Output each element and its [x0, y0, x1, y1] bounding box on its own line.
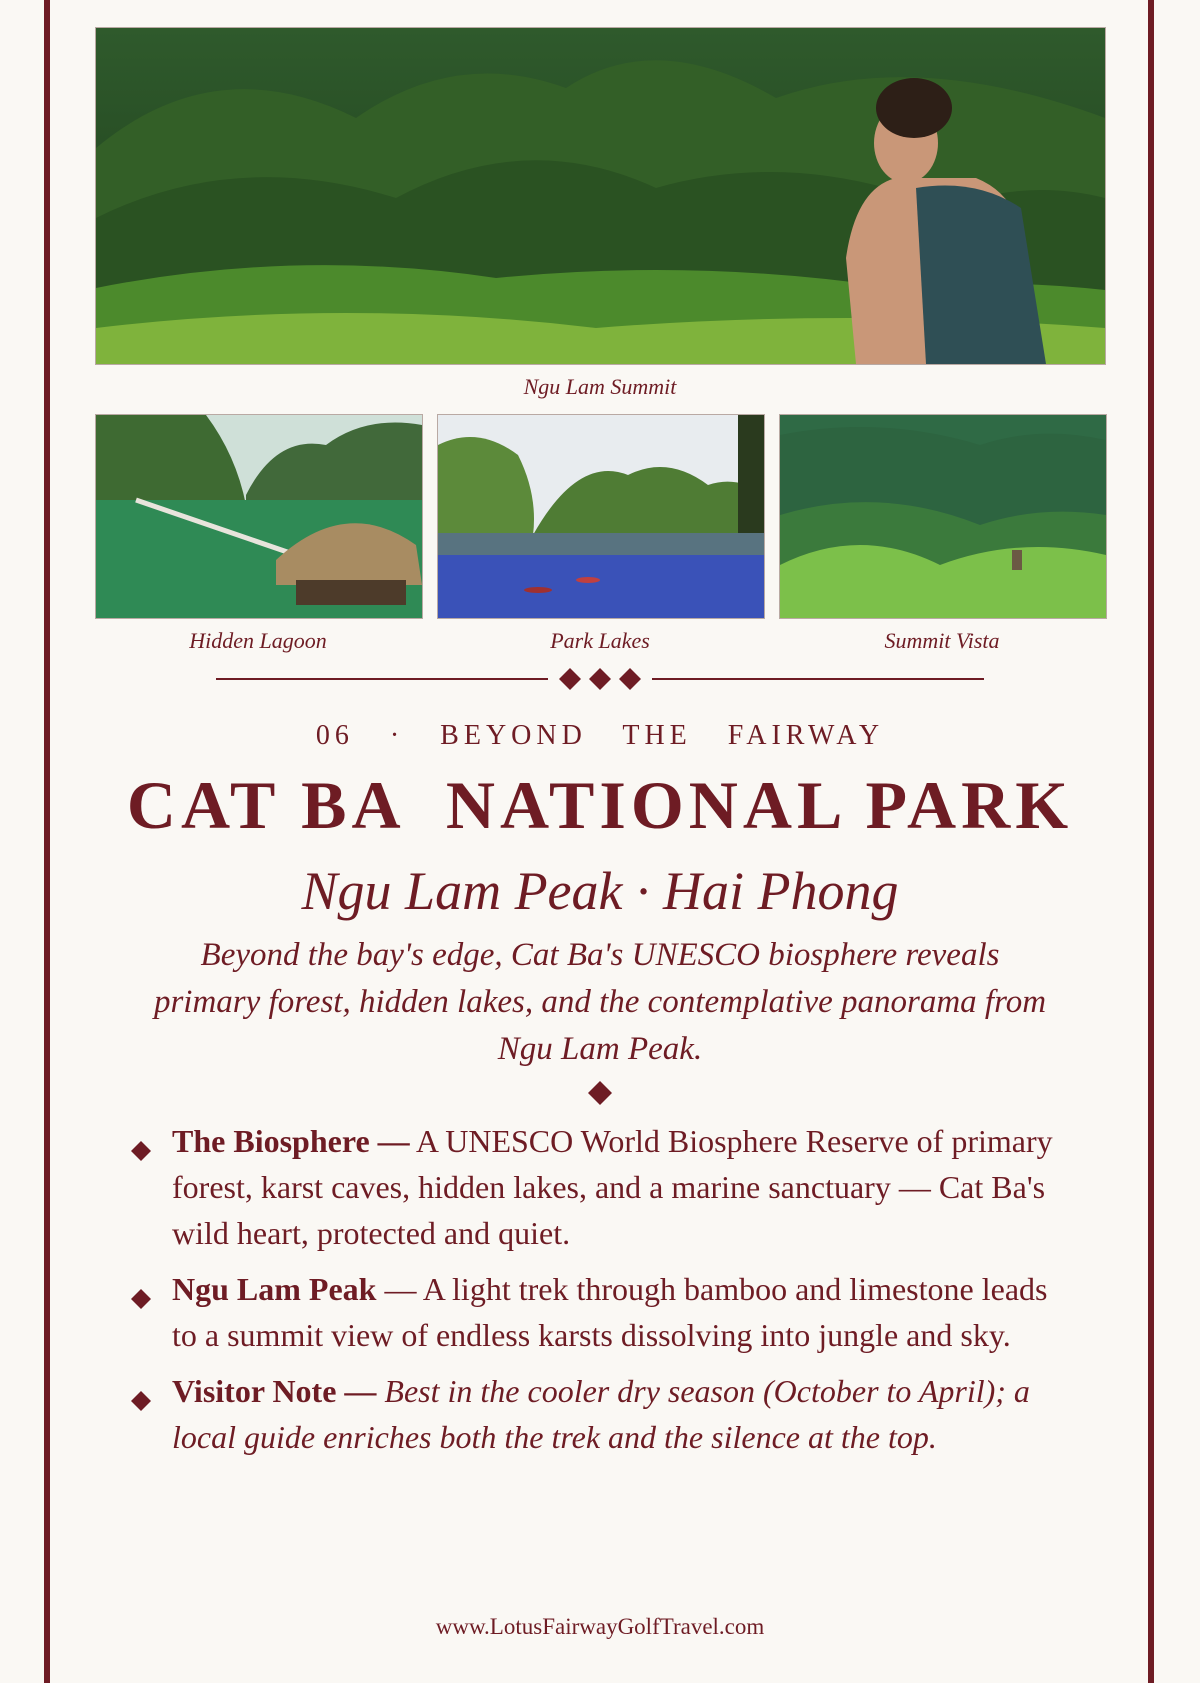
diamond-bullet-icon: [130, 1378, 152, 1400]
list-item: [130, 1118, 1070, 1256]
diamond-icon: [587, 1080, 613, 1106]
divider-line-right: [652, 678, 984, 680]
hero-caption: Ngu Lam Summit: [523, 374, 677, 399]
thumb-summit-vista: [779, 414, 1107, 619]
item-label: Visitor Note —: [172, 1373, 377, 1409]
section-kicker: 06 · BEYOND THE FAIRWAY: [315, 720, 885, 751]
item-text: A UNESCO World Biosphere Reserve of primary forest, karst caves, hidden lakes, and a marine sanctuary — Cat Ba's wild heart, protected and quiet.: [172, 1123, 1053, 1251]
hero-photo: [95, 27, 1106, 365]
page-subtitle: Ngu Lam Peak · Hai Phong: [301, 861, 899, 921]
lead-paragraph: Beyond the bay's edge, Cat Ba's UNESCO biosphere reveals primary forest, hidden lakes, and the contemplative panorama from Ngu Lam Peak.: [153, 937, 1047, 1067]
thumb-park-lakes: [437, 414, 765, 619]
diamond-bullet-icon: [130, 1276, 152, 1298]
thumb-caption-park-lakes: Park Lakes: [550, 628, 650, 653]
feature-list: [130, 1118, 1070, 1470]
list-item: [130, 1266, 1070, 1358]
list-item: [130, 1368, 1070, 1460]
page-title: CAT BA NATIONAL PARK: [126, 767, 1074, 843]
item-text: Best in the cooler dry season (October to April); a local guide enriches both the trek and the silence at the top.: [172, 1373, 1030, 1455]
item-label: The Biosphere —: [172, 1123, 410, 1159]
item-text: — A light trek through bamboo and limestone leads to a summit view of endless karsts dissolving into jungle and sky.: [172, 1271, 1048, 1353]
footer-url[interactable]: www.LotusFairwayGolfTravel.com: [435, 1614, 765, 1639]
thumb-caption-summit-vista: Summit Vista: [884, 628, 1000, 653]
item-label: Ngu Lam Peak: [172, 1271, 377, 1307]
divider-line-left: [216, 678, 548, 680]
thumb-hidden-lagoon: [95, 414, 423, 619]
diamond-ornament-icon: [555, 664, 645, 694]
diamond-bullet-icon: [130, 1128, 152, 1150]
thumb-caption-hidden-lagoon: Hidden Lagoon: [189, 628, 327, 653]
